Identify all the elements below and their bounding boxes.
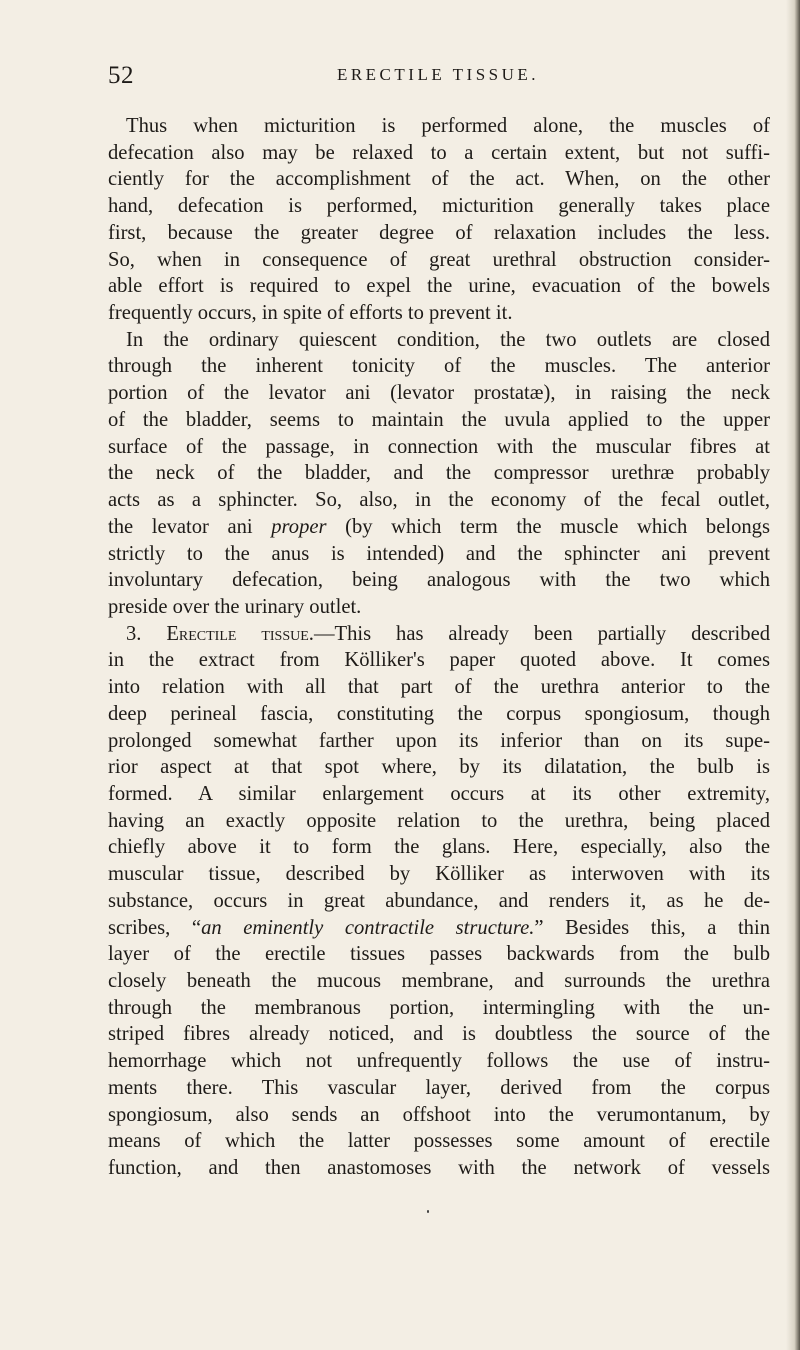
page-edge-shadow [786, 0, 800, 1350]
text-line: first, because the greater degree of relaxation includes the less. [108, 221, 770, 244]
text-line: chiefly above it to form the glans. Here, especially, also the [108, 836, 770, 859]
text-line: involuntary defecation, being analogous with the two which [108, 569, 770, 592]
text-line: frequently occurs, in spite of efforts to prevent it. [108, 302, 513, 325]
text-run: (by which term the muscle which belongs [326, 515, 770, 538]
text-line: acts as a sphincter. So, also, in the economy of the fecal outlet, [108, 489, 770, 512]
italic-quote: an eminently contractile structure. [201, 916, 535, 939]
text-line: through the inherent tonicity of the muscles. The anterior [108, 355, 770, 378]
text-line: prolonged somewhat farther upon its inferior than on its supe- [108, 729, 770, 752]
italic-word: proper [271, 515, 327, 538]
text-line: through the membranous portion, intermingling with the un- [108, 996, 770, 1019]
text-line: in the extract from Kölliker's paper quoted above. It comes [108, 649, 770, 672]
text-run: the levator ani [108, 515, 272, 538]
text-line: substance, occurs in great abundance, and renders it, as he de- [108, 889, 770, 912]
text-line: closely beneath the mucous membrane, and surrounds the urethra [108, 970, 770, 992]
text-line: of the bladder, seems to maintain the uvula applied to the upper [108, 408, 770, 431]
section-heading: Erectile tissue [166, 622, 309, 645]
text-line: surface of the passage, in connection with the muscular fibres at [108, 435, 770, 458]
page-number: 52 [108, 62, 134, 89]
text-line: function, and then anastomoses with the network of vessels [108, 1157, 770, 1180]
body-text [108, 113, 770, 1182]
text-line: ciently for the accomplishment of the act. When, on the other [108, 168, 770, 191]
ink-speck [427, 1210, 429, 1213]
text-line: formed. A similar enlargement occurs at its other extremity, [108, 782, 770, 805]
text-line: spongiosum, also sends an offshoot into the verumontanum, by [108, 1103, 770, 1126]
text-line: the neck of the bladder, and the compressor urethræ probably [108, 462, 770, 485]
text-line: able effort is required to expel the urine, evacuation of the bowels [108, 275, 770, 298]
text-run: scribes, “ [108, 916, 202, 939]
text-line: layer of the erectile tissues passes backwards from the bulb [108, 943, 770, 966]
text-line: striped fibres already noticed, and is doubtless the source of the [108, 1023, 770, 1046]
text-line: defecation also may be relaxed to a certain extent, but not suffi- [108, 141, 770, 164]
text-line: into relation with all that part of the urethra anterior to the [108, 676, 770, 699]
text-run: .—This has already been partially described [308, 622, 771, 645]
text-line: means of which the latter possesses some amount of erectile [108, 1130, 770, 1153]
running-head [108, 62, 768, 94]
text-line: In the ordinary quiescent condition, the two outlets are closed [126, 328, 770, 351]
text-line: preside over the urinary outlet. [108, 595, 362, 618]
text-line: hand, defecation is performed, micturition generally takes place [108, 195, 770, 218]
text-line: deep perineal fascia, constituting the corpus spongiosum, though [108, 702, 770, 725]
text-line [108, 915, 770, 942]
text-line: having an exactly opposite relation to the urethra, being placed [108, 809, 770, 832]
text-line: portion of the levator ani (levator prostatæ), in raising the neck [108, 382, 770, 405]
section-number: 3. [126, 622, 167, 645]
text-line: strictly to the anus is intended) and the sphincter ani prevent [108, 542, 770, 565]
text-line: Thus when micturition is performed alone, the muscles of [126, 115, 770, 137]
text-line: rior aspect at that spot where, by its dilatation, the bulb is [108, 756, 770, 779]
text-line: muscular tissue, described by Kölliker as interwoven with its [108, 863, 770, 886]
text-line [108, 514, 770, 541]
text-line: hemorrhage which not unfrequently follows the use of instru- [108, 1050, 770, 1073]
running-title: ERECTILE TISSUE. [336, 65, 540, 84]
text-line [108, 621, 770, 648]
text-run: ” Besides this, a thin [534, 916, 770, 939]
text-line: So, when in consequence of great urethral obstruction consider- [108, 248, 770, 271]
text-line: ments there. This vascular layer, derived from the corpus [108, 1076, 770, 1099]
